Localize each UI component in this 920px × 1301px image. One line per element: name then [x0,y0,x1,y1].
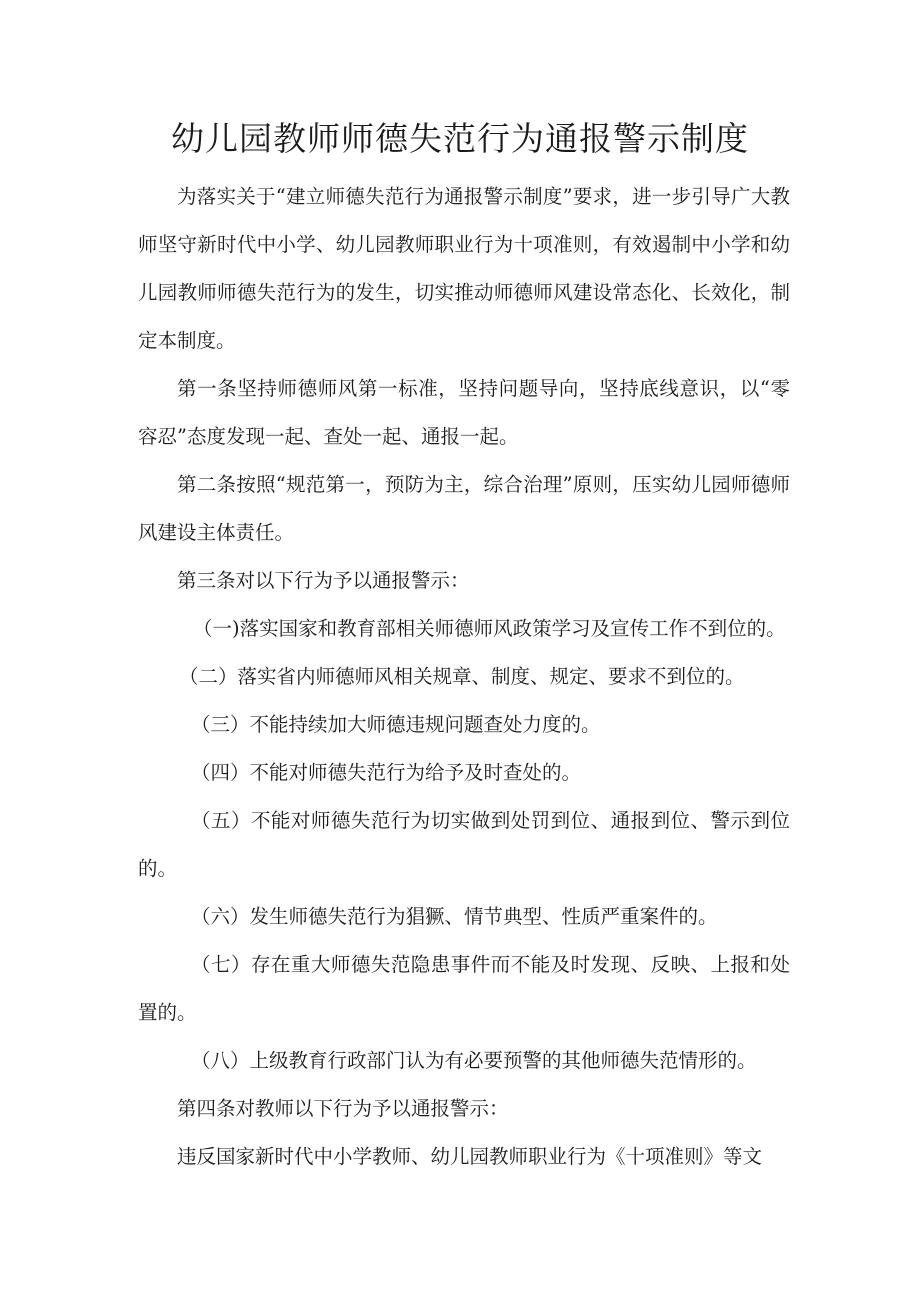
intro-paragraph: 为落实关于“建立师德失范行为通报警示制度”要求，进一步引导广大教师坚守新时代中小学、幼儿园教师职业行为十项准则，有效遏制中小学和幼儿园教师师德失范行为的发生，切实推动师德师风建设常态化、长效化，制定本制度。 [138,185,790,352]
item-4-paragraph: （四）不能对师德失范行为给予及时查处的。 [191,761,582,784]
article-4-detail-paragraph: 违反国家新时代中小学教师、幼儿园教师职业行为《十项准则》等文 [177,1145,763,1168]
item-6-paragraph: （六）发生师德失范行为猖獗、情节典型、性质严重案件的。 [191,905,718,928]
item-8-paragraph: （八）上级教育行政部门认为有必要预警的其他师德失范情形的。 [191,1049,757,1072]
item-7-paragraph: （七）存在重大师德失范隐患事件而不能及时发现、反映、上报和处置的。 [138,953,790,1024]
item-1-paragraph: （一)落实国家和教育部相关师德师风政策学习及宣传工作不到位的。 [193,617,786,640]
document-title: 幼儿园教师师德失范行为通报警示制度 [171,119,749,158]
article-1-paragraph: 第一条坚持师德师风第一标准，坚持问题导向，坚持底线意识，以“零容忍”态度发现一起、查处一起、通报一起。 [138,377,790,448]
item-5-paragraph: （五）不能对师德失范行为切实做到处罚到位、通报到位、警示到位的。 [138,809,790,880]
article-3-paragraph: 第三条对以下行为予以通报警示： [177,569,470,592]
article-4-paragraph: 第四条对教师以下行为予以通报警示： [177,1097,509,1120]
item-3-paragraph: （三）不能持续加大师德违规问题查处力度的。 [191,713,601,736]
article-2-paragraph: 第二条按照“规范第一，预防为主，综合治理”原则，压实幼儿园师德师风建设主体责任。 [138,473,790,544]
item-2-paragraph: （二）落实省内师德师风相关规章、制度、规定、要求不到位的。 [179,665,745,688]
